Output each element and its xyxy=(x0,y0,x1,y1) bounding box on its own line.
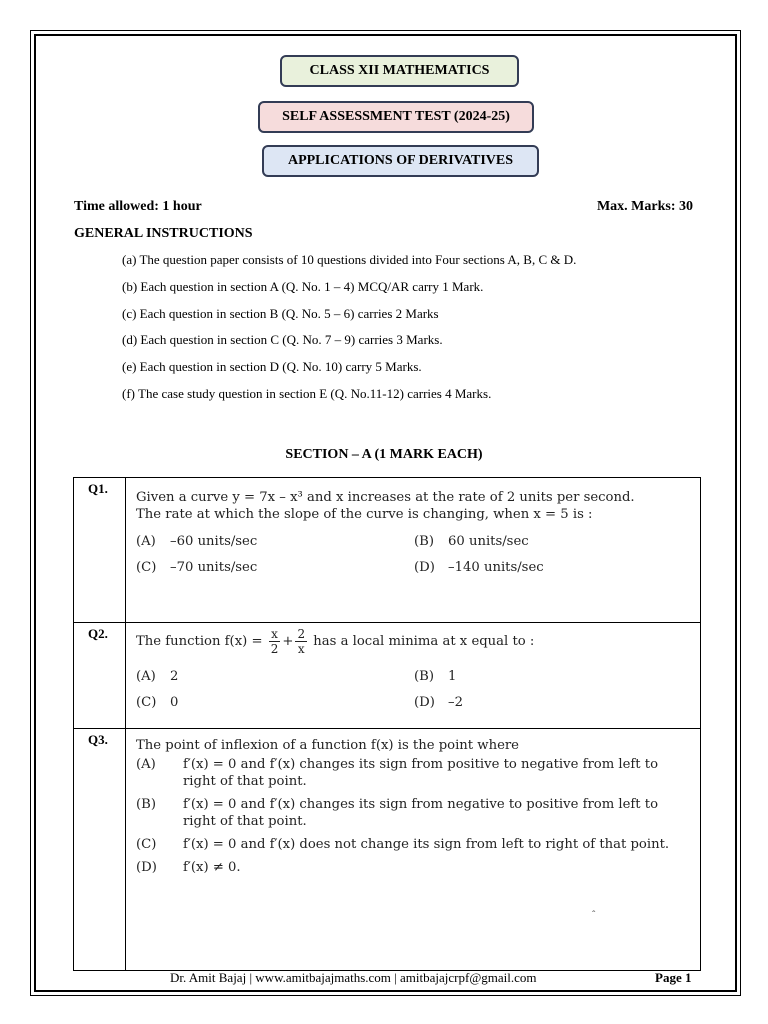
option-label: (B) xyxy=(414,669,434,684)
function-suffix: has a local minima at x equal to : xyxy=(313,634,535,649)
option-label: (D) xyxy=(414,560,435,575)
instruction-item: (c) Each question in section B (Q. No. 5 – 6) carries 2 Marks xyxy=(122,305,439,321)
column-divider xyxy=(125,623,126,728)
option-label: (A) xyxy=(136,757,156,772)
instruction-item: (a) The question paper consists of 10 questions divided into Four sections A, B, C & D. xyxy=(122,252,577,267)
fraction-numerator: 2 xyxy=(297,627,306,641)
question-number: Q1. xyxy=(88,481,108,496)
class-title-box xyxy=(280,55,519,87)
instruction-item: (b) Each question in section A (Q. No. 1 – 4) MCQ/AR carry 1 Mark. xyxy=(122,278,484,294)
option-label: (C) xyxy=(136,837,157,852)
option-text: –140 units/sec xyxy=(448,560,544,575)
stray-mark-icon: ˆ xyxy=(592,910,596,921)
fraction-numerator: x xyxy=(269,627,281,642)
option-b xyxy=(414,668,456,685)
instruction-item: (f) The case study question in section E (Q. No.11-12) carries 4 Marks. xyxy=(122,385,492,401)
options-row xyxy=(136,694,686,720)
question-body xyxy=(136,627,686,720)
instructions-list xyxy=(122,252,722,413)
fraction-denominator: 2 xyxy=(270,642,279,656)
column-divider xyxy=(125,729,126,970)
instruction-item: (e) Each question in section D (Q. No. 10) carry 5 Marks. xyxy=(122,359,422,375)
option-text: f′(x) = 0 and f′(x) changes its sign from positive to negative from left to right of that point. xyxy=(183,757,659,789)
option-text: f′(x) = 0 and f′(x) changes its sign from negative to positive from left to right of that point. xyxy=(183,797,659,829)
option-text: 60 units/sec xyxy=(448,534,529,549)
fraction xyxy=(269,627,281,656)
footer-contact: Dr. Amit Bajaj | www.amitbajajmaths.com | amitbajajcrpf@gmail.com xyxy=(170,970,537,985)
question-text-line xyxy=(136,627,686,656)
question-text-line: The rate at which the slope of the curve is changing, when x = 5 is : xyxy=(136,507,593,522)
question-row-q1 xyxy=(74,478,700,623)
question-number: Q2. xyxy=(88,626,108,641)
option-label: (B) xyxy=(136,797,156,812)
option-text: 0 xyxy=(170,695,179,710)
option-b xyxy=(136,796,686,830)
function-prefix: The function f(x) = xyxy=(136,634,263,649)
plus-sign: + xyxy=(282,634,294,649)
option-text: –60 units/sec xyxy=(170,534,258,549)
option-text: f′(x) = 0 and f′(x) does not change its sign from left to right of that point. xyxy=(183,837,670,852)
option-d xyxy=(414,694,463,711)
option-b xyxy=(414,533,529,550)
option-label: (B) xyxy=(414,534,434,549)
time-allowed: Time allowed: 1 hour xyxy=(74,199,202,214)
fraction-denominator: x xyxy=(297,642,305,656)
options-row xyxy=(136,559,686,585)
instruction-item: (d) Each question in section C (Q. No. 7 – 9) carries 3 Marks. xyxy=(122,332,443,348)
option-label: (C) xyxy=(136,560,157,575)
test-title: SELF ASSESSMENT TEST (2024-25) xyxy=(282,109,510,124)
option-text: –70 units/sec xyxy=(170,560,258,575)
question-number: Q3. xyxy=(88,732,108,747)
section-a-heading: SECTION – A (1 MARK EACH) xyxy=(285,447,483,462)
page-number: Page 1 xyxy=(655,970,692,985)
question-text-line: The point of inflexion of a function f(x) is the point where xyxy=(136,738,519,753)
option-text: f′(x) ≠ 0. xyxy=(183,860,241,875)
question-row-q3 xyxy=(74,729,700,970)
question-body xyxy=(136,737,686,882)
option-c xyxy=(136,559,257,576)
topic-title-box xyxy=(262,145,539,177)
option-a xyxy=(136,756,686,790)
option-label: (A) xyxy=(136,669,156,684)
options-row xyxy=(136,668,686,694)
option-c xyxy=(136,836,686,853)
question-row-q2 xyxy=(74,623,700,729)
test-title-box xyxy=(258,101,534,133)
option-a xyxy=(136,533,257,550)
option-d xyxy=(414,559,544,576)
option-text: –2 xyxy=(448,695,463,710)
option-c xyxy=(136,694,178,711)
option-label: (D) xyxy=(136,860,157,875)
option-label: (A) xyxy=(136,534,156,549)
option-label: (D) xyxy=(414,695,435,710)
options-row xyxy=(136,533,686,559)
option-a xyxy=(136,668,178,685)
question-text-line: Given a curve y = 7x – x³ and x increases at the rate of 2 units per second. xyxy=(136,490,635,505)
class-title: CLASS XII MATHEMATICS xyxy=(309,63,490,78)
max-marks: Max. Marks: 30 xyxy=(596,199,693,214)
topic-title: APPLICATIONS OF DERIVATIVES xyxy=(287,153,514,168)
questions-table xyxy=(73,477,701,971)
question-body xyxy=(136,489,686,585)
fraction xyxy=(295,627,307,656)
option-d xyxy=(136,859,686,876)
option-text: 2 xyxy=(170,669,179,684)
option-text: 1 xyxy=(448,669,457,684)
option-label: (C) xyxy=(136,695,157,710)
column-divider xyxy=(125,478,126,622)
instructions-heading: GENERAL INSTRUCTIONS xyxy=(74,226,253,241)
